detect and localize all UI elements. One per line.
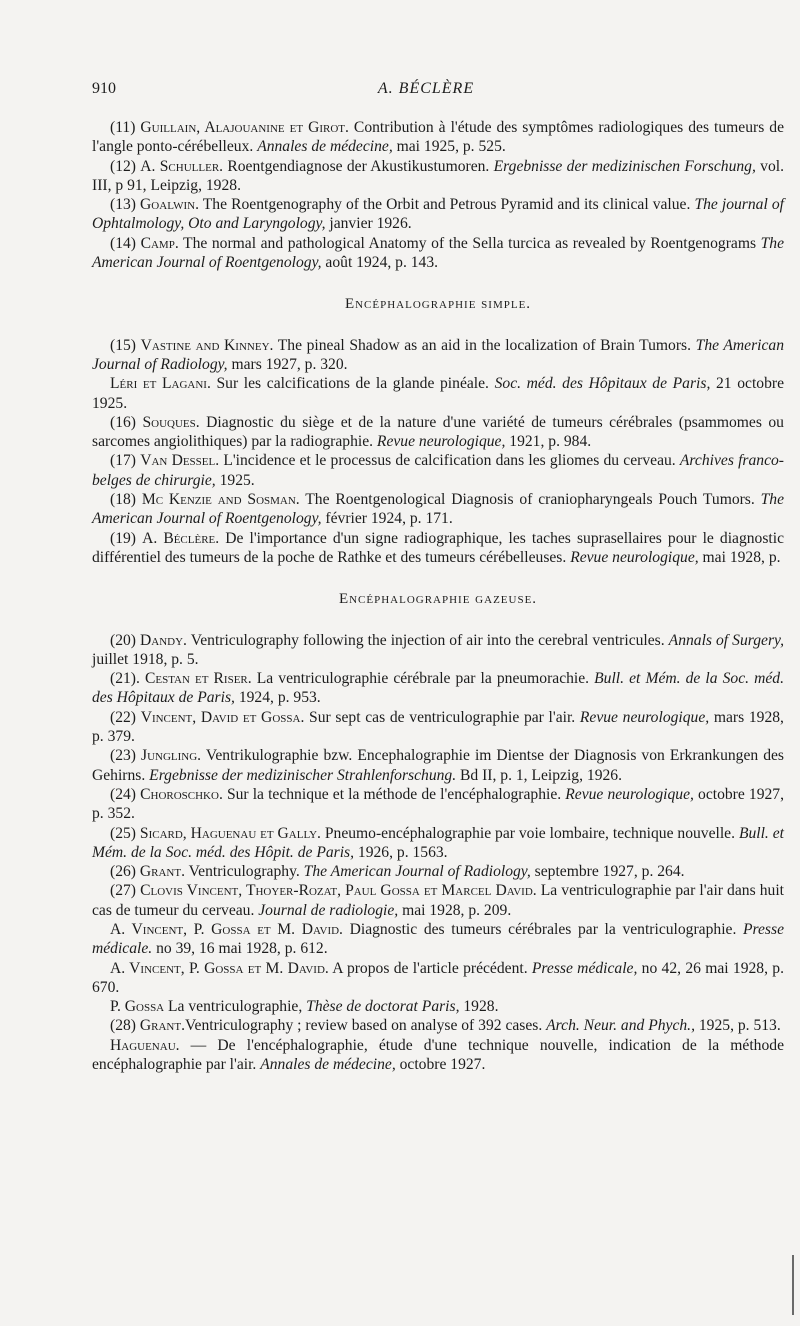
reference-title: The pineal Shadow as an aid in the localization of Brain Tumors. <box>273 336 696 354</box>
running-author: A. BÉCLÈRE <box>377 80 475 97</box>
reference-journal: The American Journal of Roentgenology, <box>92 234 784 272</box>
reference-journal: Thèse de doctorat Paris, <box>306 998 460 1016</box>
reference-title: The normal and pathological Anatomy of the Sella turcica as revealed by Roentgenograms <box>178 234 761 252</box>
reference-entry <box>92 157 784 196</box>
reference-journal: Revue neurologique, <box>376 433 506 451</box>
reference-authors: P. Gossa <box>110 998 165 1016</box>
reference-details: 1924, p. 953. <box>234 689 321 707</box>
reference-journal: Presse médicale, <box>531 959 638 977</box>
reference-number: (17) <box>110 452 136 470</box>
reference-entry <box>92 336 784 375</box>
reference-details: octobre 1927, p. 352. <box>92 785 784 823</box>
reference-journal: Journal de radiologie, <box>258 901 399 919</box>
reference-title: The Roentgenological Diagnosis of craniopharyngeals Pouch Tumors. <box>299 491 761 509</box>
reference-number: (20) <box>110 631 136 649</box>
reference-entry <box>92 746 784 785</box>
reference-title: La ventriculographie par l'air dans huit cas de tumeur du cerveau. <box>92 882 784 919</box>
reference-journal: Revue neurologique, <box>579 708 710 726</box>
reference-entry <box>92 413 784 452</box>
reference-group <box>92 118 784 272</box>
reference-authors: Haguenau. <box>110 1036 180 1054</box>
reference-title: Ventriculography following the injection of air into the cerebral ventricules. <box>186 631 669 649</box>
reference-title: La ventriculographie, <box>164 998 307 1016</box>
reference-details: no 42, 26 mai 1928, p. 670. <box>92 959 784 996</box>
reference-journal: The American Journal of Radiology, <box>303 863 531 881</box>
reference-details: septembre 1927, p. 264. <box>530 863 685 881</box>
reference-journal: Bull. et Mém. de la Soc. méd. des Hôpitaux de Paris, <box>92 670 784 707</box>
reference-authors: A. Vincent, P. Gossa et M. David. <box>110 959 329 977</box>
reference-authors: Mc Kenzie and Sosman. <box>141 491 300 509</box>
reference-journal: Bull. et Mém. de la Soc. méd. des Hôpit. de Paris, <box>92 824 784 861</box>
reference-title: De l'importance d'un signe radiographique, les taches suprasellaires pour le diagnostic différentiel des tumeurs de la poche de Rathke et des tumeurs cérébelleuses. <box>92 529 784 566</box>
reference-authors: Grant. <box>139 863 185 881</box>
reference-number: (27) <box>110 882 136 900</box>
reference-journal: Annales de médecine, <box>257 138 393 156</box>
reference-title: A propos de l'article précédent. <box>328 959 532 977</box>
reference-details: février 1924, p. 171. <box>321 510 453 528</box>
reference-entry <box>92 451 784 490</box>
reference-entry <box>92 881 784 920</box>
section-heading: Encéphalographie simple. <box>344 296 532 313</box>
reference-group <box>92 336 784 568</box>
reference-entry <box>92 959 784 998</box>
reference-entry <box>92 785 784 824</box>
reference-journal: Revue neurologique, <box>565 785 694 803</box>
reference-number: (18) <box>110 491 136 509</box>
reference-number: (19) <box>110 529 136 547</box>
reference-number: (23) <box>110 747 136 765</box>
reference-authors: Vastine and Kinney. <box>140 336 274 354</box>
reference-authors: Léri et Lagani. <box>110 375 211 393</box>
reference-title: — De l'encéphalographie, étude d'une technique nouvelle, indication de la méthode encéphalographie par l'air. <box>92 1036 784 1074</box>
reference-details: 1926, p. 1563. <box>354 843 448 861</box>
reference-title: Contribution à l'étude des symptômes radiologiques des tumeurs de l'angle ponto-cérébelleux. <box>92 119 784 156</box>
reference-entry <box>92 490 784 529</box>
reference-entry <box>92 824 784 863</box>
reference-details: mai 1925, p. 525. <box>392 138 506 156</box>
reference-title: Sur la technique et la méthode de l'encéphalographie. <box>222 785 566 803</box>
reference-number: (13) <box>110 196 136 214</box>
reference-title: La ventriculographie cérébrale par la pneumorachie. <box>251 670 595 688</box>
reference-title: L'incidence et le processus de calcification dans les gliomes du cerveau. <box>219 452 680 470</box>
section-heading: Encéphalographie gazeuse. <box>338 591 538 608</box>
reference-details: 21 octobre 1925. <box>92 375 785 412</box>
reference-number: (24) <box>110 785 136 803</box>
reference-authors: Clovis Vincent, Thoyer-Rozat, Paul Gossa et Marcel David. <box>140 882 537 900</box>
reference-journal: The American Journal of Radiology, <box>92 336 784 373</box>
reference-number: (16) <box>110 413 136 431</box>
reference-entry <box>92 234 784 273</box>
reference-details: 1925, p. 513. <box>694 1017 781 1035</box>
reference-journal: Ergebnisse der medizinischer Strahlenforschung. <box>149 766 457 784</box>
reference-journal: Presse médicale. <box>92 920 784 958</box>
reference-details: Bd II, p. 1, Leipzig, 1926. <box>456 766 622 784</box>
reference-details: mars 1928, p. 379. <box>92 708 784 746</box>
reference-details: mai 1928, p. 209. <box>398 901 512 919</box>
reference-authors: Guillain, Alajouanine et Girot. <box>140 119 349 136</box>
reference-authors: Souques. <box>142 413 200 431</box>
reference-number: (21). <box>110 670 140 688</box>
reference-title: Sur les calcifications de la glande pinéale. <box>210 375 495 393</box>
reference-details: 1928. <box>459 998 499 1016</box>
reference-authors: A. Schuller. <box>140 157 224 175</box>
margin-rule <box>792 1255 794 1315</box>
reference-details: vol. III, p 91, Leipzig, 1928. <box>92 157 785 194</box>
reference-details: mai 1928, p. <box>698 548 781 566</box>
reference-number: (26) <box>110 863 136 881</box>
page-number: 910 <box>92 80 116 97</box>
reference-title: Diagnostic du siège et de la nature d'une variété de tumeurs cérébrales (psammomes ou sarcomes angiolithiques) par la radiographie. <box>92 413 784 451</box>
reference-entry <box>92 708 784 747</box>
references-body <box>92 118 784 1074</box>
reference-title: Pneumo-encéphalographie par voie lombaire, technique nouvelle. <box>320 824 739 842</box>
reference-details: janvier 1926. <box>325 215 412 233</box>
reference-journal: The journal of Ophtalmology, Oto and Laryngology, <box>92 196 784 233</box>
reference-journal: Annales de médecine, <box>260 1056 396 1074</box>
reference-title: Sur sept cas de ventriculographie par l'air. <box>304 708 580 726</box>
reference-title: The Roentgenography of the Orbit and Petrous Pyramid and its clinical value. <box>199 196 695 214</box>
reference-authors: Grant. <box>139 1017 185 1035</box>
reference-authors: Jungling. <box>141 747 202 765</box>
reference-title: Ventriculography. <box>185 863 304 881</box>
reference-authors: Dandy. <box>140 631 187 649</box>
reference-authors: Van Dessel. <box>140 452 220 470</box>
reference-entry <box>92 997 784 1016</box>
reference-title: Ventrikulographie bzw. Encephalographie im Dientse der Diagnosis von Erkrankungen des Gehirns. <box>92 747 784 784</box>
reference-entry <box>92 631 784 670</box>
reference-group <box>92 631 784 1075</box>
reference-entry <box>92 374 784 413</box>
reference-number: (15) <box>110 336 136 354</box>
reference-details: 1925. <box>215 471 255 489</box>
reference-details: juillet 1918, p. 5. <box>92 650 199 668</box>
reference-number: (28) <box>110 1017 136 1035</box>
reference-title: Ventriculography ; review based on analyse of 392 cases. <box>185 1017 547 1035</box>
running-header <box>92 80 760 102</box>
reference-journal: Revue neurologique, <box>570 548 699 566</box>
reference-journal: Annals of Surgery, <box>668 631 784 649</box>
reference-entry <box>92 1016 784 1035</box>
reference-details: 1921, p. 984. <box>505 433 592 451</box>
reference-authors: A. Vincent, P. Gossa et M. David. <box>110 920 343 938</box>
reference-journal: Ergebnisse der medizinischen Forschung, <box>493 157 756 175</box>
reference-details: octobre 1927. <box>395 1056 486 1074</box>
reference-number: (14) <box>110 234 136 252</box>
reference-details: mars 1927, p. 320. <box>227 355 348 373</box>
reference-journal: Soc. méd. des Hôpitaux de Paris, <box>494 375 711 393</box>
reference-entry <box>92 862 784 881</box>
reference-journal: The American Journal of Roentgenology, <box>92 491 785 528</box>
reference-authors: Sicard, Haguenau et Gally. <box>139 824 321 842</box>
reference-title: Roentgendiagnose der Akustikustumoren. <box>223 157 494 175</box>
reference-entry <box>92 1036 784 1075</box>
reference-authors: Vincent, David et Gossa. <box>140 708 305 726</box>
reference-authors: Cestan et Riser. <box>144 670 252 688</box>
reference-journal: Arch. Neur. and Phych., <box>546 1017 695 1035</box>
reference-authors: Camp. <box>140 234 179 252</box>
reference-number: (12) <box>110 157 136 175</box>
reference-authors: A. Béclère. <box>142 529 220 547</box>
reference-details: no 39, 16 mai 1928, p. 612. <box>152 940 328 958</box>
reference-journal: Archives franco-belges de chirurgie, <box>92 452 784 489</box>
reference-authors: Goalwin. <box>140 196 199 214</box>
reference-entry <box>92 529 784 568</box>
reference-number: (25) <box>110 824 136 842</box>
reference-entry <box>92 669 784 708</box>
reference-details: août 1924, p. 143. <box>321 254 439 272</box>
reference-title: Diagnostic des tumeurs cérébrales par la ventriculographie. <box>342 920 743 938</box>
reference-entry <box>92 118 784 157</box>
reference-entry <box>92 920 784 959</box>
reference-number: (11) <box>110 119 136 136</box>
reference-number: (22) <box>110 708 136 726</box>
reference-authors: Choroschko. <box>140 785 223 803</box>
reference-entry <box>92 195 784 234</box>
